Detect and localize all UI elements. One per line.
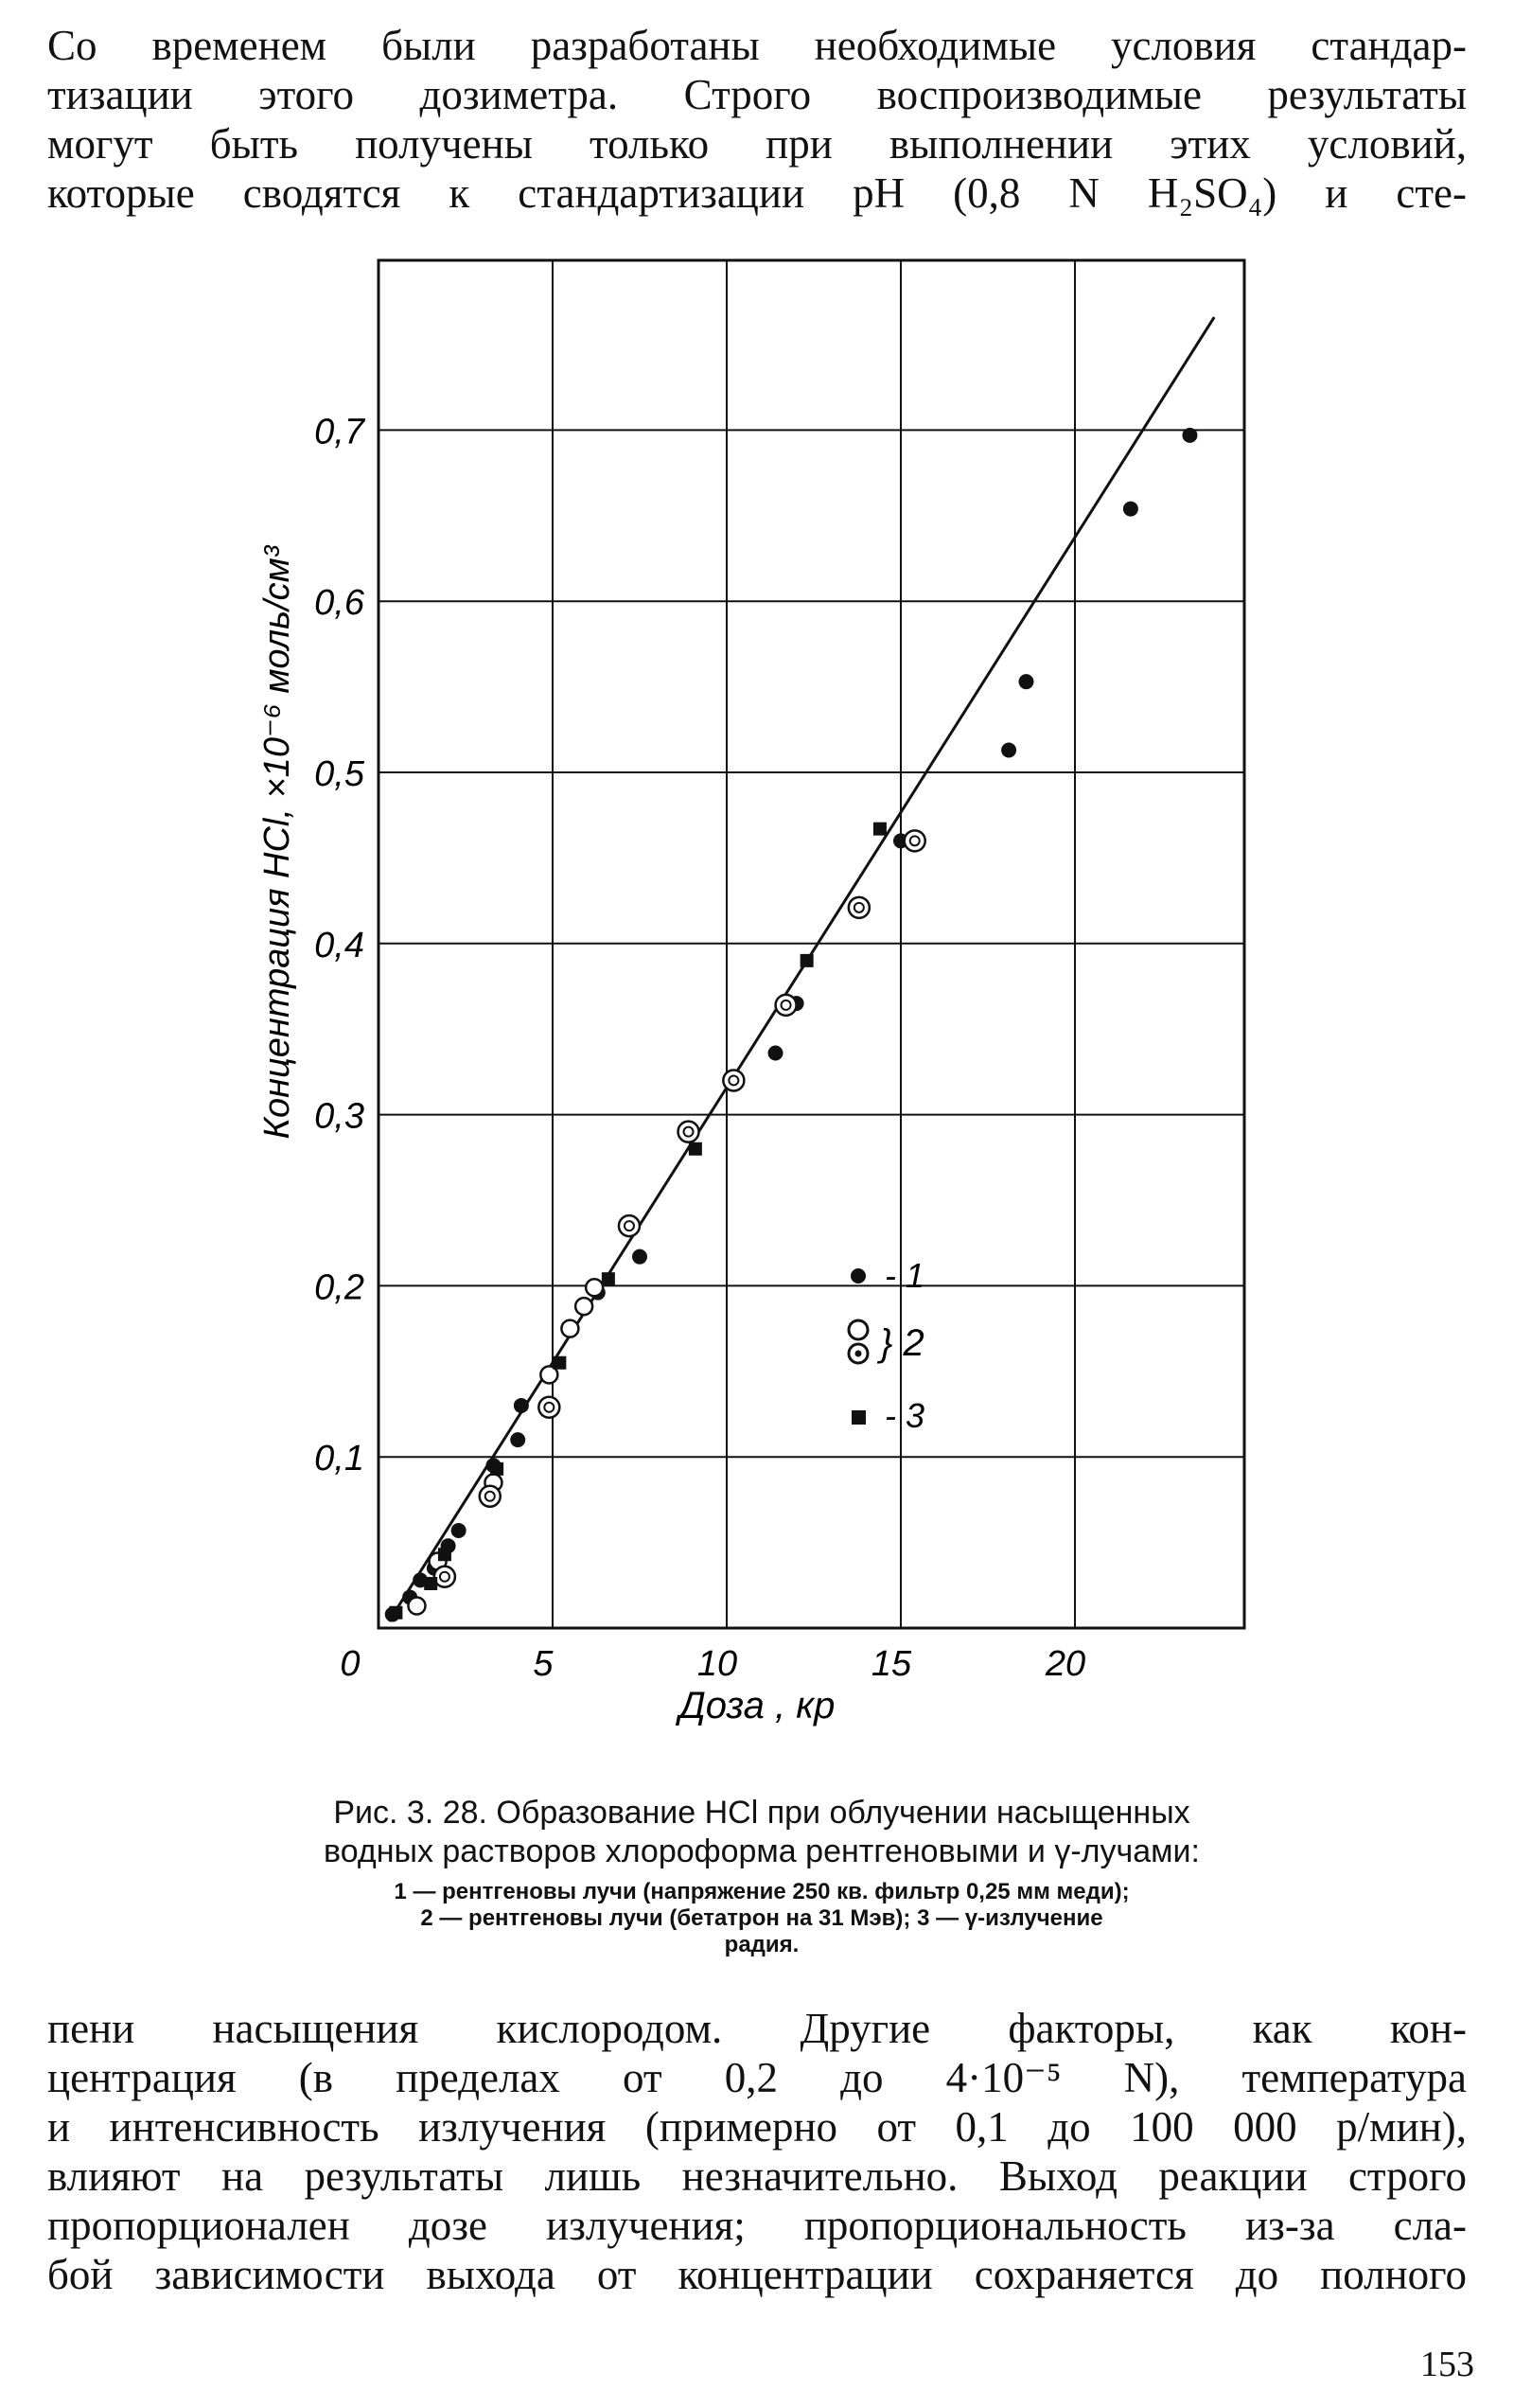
text-line: влияют на результаты лишь незначительно. Выход реакции строго	[47, 2152, 1467, 2200]
legend-marker-filled-circle	[851, 1268, 866, 1284]
data-point-series-1	[1182, 428, 1197, 443]
text-line: Со временем были разработаны необходимые условия стандар-	[47, 22, 1467, 69]
y-tick-label: 0,4	[314, 925, 364, 965]
chart-grid	[378, 260, 1244, 1628]
y-tick-label: 0,7	[314, 412, 364, 452]
y-tick-label: 0,1	[314, 1439, 364, 1479]
data-point-series-1	[510, 1432, 525, 1447]
data-point-series-1	[1001, 742, 1016, 757]
data-point-series-2-open	[575, 1298, 592, 1315]
data-point-series-1	[632, 1249, 647, 1265]
data-point-series-3	[602, 1272, 615, 1285]
data-point-series-3	[873, 823, 887, 836]
data-point-series-3	[424, 1577, 437, 1590]
text-line: бой зависимости выхода от концентрации сохраняется до полного	[47, 2251, 1467, 2298]
legend	[849, 1256, 924, 1435]
legend-item-1: - 1	[885, 1256, 925, 1295]
x-axis-label: Доза , кр	[678, 1685, 836, 1726]
legend-marker-filled-square	[852, 1410, 866, 1425]
data-point-series-2-open	[561, 1320, 578, 1337]
legend-marker-double-circle-inner	[855, 1351, 862, 1357]
data-point-series-2-double	[434, 1567, 455, 1587]
x-tick-label: 10	[696, 1644, 738, 1684]
caption-line: Рис. 3. 28. Образование HCl при облучении насыщенных	[333, 1795, 1190, 1831]
data-point-series-2-double	[678, 1122, 699, 1142]
legend-marker-open-circle	[849, 1320, 868, 1339]
data-point-series-2-double	[480, 1486, 501, 1507]
data-point-series-2-open	[586, 1279, 603, 1296]
data-point-series-1	[768, 1046, 783, 1061]
y-axis-label: Концентрация HCl, ×10⁻⁶ моль/см³	[257, 545, 297, 1140]
data-point-series-2-double	[619, 1215, 640, 1236]
x-tick-label: 20	[1045, 1644, 1086, 1684]
data-point-series-1	[514, 1398, 529, 1413]
text-line: пропорционален дозе излучения; пропорциональность из-за сла-	[47, 2202, 1467, 2249]
data-point-series-2-double	[905, 830, 925, 851]
x-tick-labels	[340, 1644, 1085, 1684]
x-tick-label: 0	[340, 1644, 361, 1684]
figure-caption-title	[255, 1794, 1268, 1871]
text-line: центрация (в пределах от 0,2 до 4·10⁻⁵ N), температура	[47, 2054, 1467, 2101]
data-point-series-3	[553, 1356, 566, 1370]
x-tick-label: 15	[871, 1644, 912, 1684]
text-line: которые сводятся к стандартизации pH (0,8 N H₂SO₄) и сте-	[47, 169, 1467, 217]
y-tick-labels	[314, 412, 366, 1478]
caption-line: водных растворов хлороформа рентгеновыми и γ-лучами:	[324, 1833, 1200, 1869]
x-tick-label: 5	[533, 1644, 554, 1684]
data-point-series-2-double	[538, 1397, 559, 1418]
y-tick-label: 0,6	[314, 583, 364, 624]
y-tick-label: 0,2	[314, 1267, 364, 1308]
text-line: могут быть получены только при выполнении этих условий,	[47, 120, 1467, 168]
fit-line	[389, 317, 1214, 1621]
page-number: 153	[1420, 2345, 1474, 2384]
figure-caption-notes	[255, 1879, 1268, 1958]
data-point-series-3	[389, 1606, 402, 1620]
data-point-series-1	[451, 1523, 467, 1538]
y-tick-label: 0,5	[314, 754, 364, 794]
data-point-series-2-double	[776, 995, 797, 1016]
data-point-series-2-double	[849, 897, 870, 918]
data-point-series-2-double	[723, 1070, 744, 1090]
legend-item-2: } 2	[880, 1322, 924, 1364]
text-line: тизации этого дозиметра. Строго воспроизводимые результаты	[47, 71, 1467, 118]
data-point-series-3	[490, 1462, 503, 1476]
caption-note-line: 1 — рентгеновы лучи (напряжение 250 кв. фильтр 0,25 мм меди);	[394, 1879, 1130, 1904]
data-point-series-3	[801, 954, 814, 967]
caption-note-line: 2 — рентгеновы лучи (бетатрон на 31 Мэв); 3 — γ-излучение	[420, 1905, 1103, 1931]
text-line: и интенсивность излучения (примерно от 0,1 до 100 000 р/мин),	[47, 2103, 1467, 2151]
data-point-series-3	[689, 1142, 702, 1156]
y-tick-label: 0,3	[314, 1096, 364, 1137]
legend-item-3: - 3	[885, 1396, 925, 1435]
data-point-series-1	[1018, 674, 1033, 689]
bottom-paragraph	[47, 2004, 1467, 2299]
text-line: пени насыщения кислородом. Другие факторы, как кон-	[47, 2005, 1467, 2052]
data-point-series-2-open	[408, 1597, 425, 1614]
data-point-series-1	[1123, 502, 1138, 517]
data-point-series-3	[438, 1548, 451, 1561]
caption-note-line: радия.	[724, 1932, 800, 1957]
